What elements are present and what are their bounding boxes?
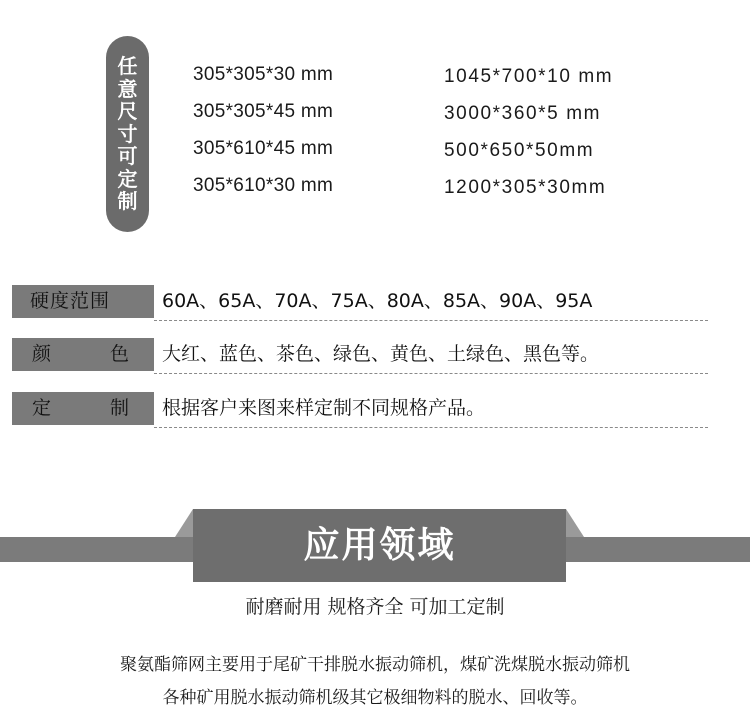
section-title: 应用领域 xyxy=(303,525,456,566)
spec-value: 60A、65A、70A、75A、80A、85A、90A、95A xyxy=(162,290,593,312)
size-list-right xyxy=(444,58,613,206)
size-list-left xyxy=(193,56,333,204)
tagline: 耐磨耐用 规格齐全 可加工定制 xyxy=(245,596,505,618)
spec-label xyxy=(12,338,154,371)
size-item: 1200*305*30mm xyxy=(444,177,607,198)
banner-wing-left xyxy=(175,509,193,537)
pill-char: 定 xyxy=(117,166,138,191)
spec-label-char: 制 xyxy=(110,397,130,419)
banner-wing-right xyxy=(566,509,584,537)
size-item: 305*610*45 mm xyxy=(193,138,334,159)
pill-char: 尺 xyxy=(117,99,138,124)
dashed-divider xyxy=(154,427,708,428)
spec-label xyxy=(12,392,154,425)
spec-row-hardness xyxy=(12,285,708,318)
spec-value: 大红、蓝色、茶色、绿色、黄色、土绿色、黑色等。 xyxy=(162,343,600,365)
size-item: 305*305*30 mm xyxy=(193,64,334,85)
custom-size-pill xyxy=(106,36,149,232)
description-line: 聚氨酯筛网主要用于尾矿干排脱水振动筛机，煤矿洗煤脱水振动筛机 xyxy=(120,655,630,675)
size-item: 305*305*45 mm xyxy=(193,101,334,122)
spec-value: 根据客户来图来样定制不同规格产品。 xyxy=(162,397,486,419)
pill-char: 可 xyxy=(117,144,138,169)
spec-row-color xyxy=(12,338,708,371)
size-item: 500*650*50mm xyxy=(444,140,595,161)
description-line: 各种矿用脱水振动筛机级其它极细物料的脱水、回收等。 xyxy=(162,688,588,708)
dashed-divider xyxy=(154,320,708,321)
spec-label-char: 颜 xyxy=(32,343,52,365)
size-item: 305*610*30 mm xyxy=(193,175,334,196)
pill-char: 寸 xyxy=(117,121,138,146)
spec-row-custom xyxy=(12,392,708,425)
pill-char: 意 xyxy=(117,76,138,101)
size-item: 3000*360*5 mm xyxy=(444,103,602,124)
dashed-divider xyxy=(154,373,708,374)
pill-char: 制 xyxy=(117,189,138,214)
spec-label-char: 定 xyxy=(32,397,52,419)
size-item: 1045*700*10 mm xyxy=(444,66,614,87)
pill-char: 任 xyxy=(117,54,138,79)
spec-label xyxy=(12,285,154,318)
spec-label-char: 色 xyxy=(110,343,130,365)
spec-label-text: 硬度范围 xyxy=(30,290,111,312)
